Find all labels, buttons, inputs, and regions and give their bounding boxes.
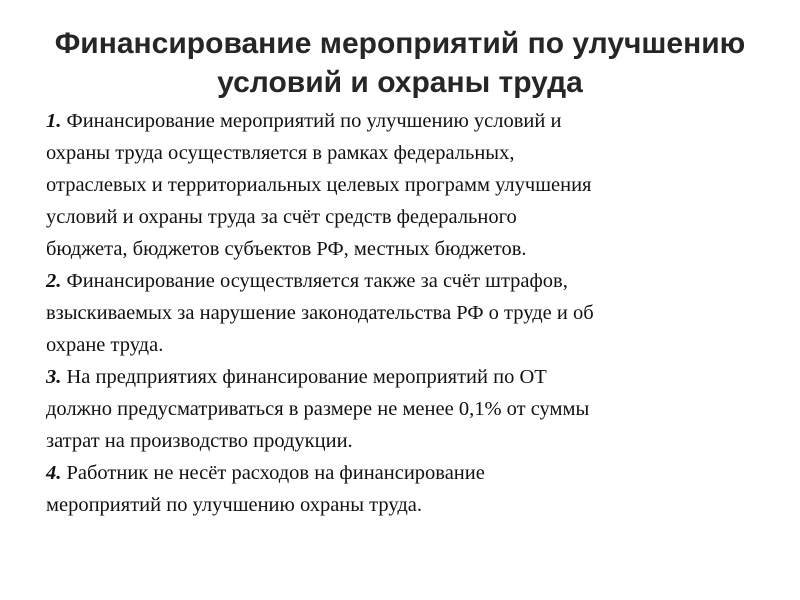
paragraph-number: 4. [46,462,62,484]
slide-body [46,105,786,521]
paragraph-line: отраслевых и территориальных целевых программ улучшения [46,174,592,196]
paragraph-line: Работник не несёт расходов на финансирование [66,462,485,484]
paragraph-4 [46,457,786,521]
paragraph-1 [46,105,786,265]
paragraph-number: 2. [46,270,62,292]
paragraph-2 [46,265,786,361]
slide-title-line-2: условий и охраны труда [217,66,583,99]
paragraph-line: условий и охраны труда за счёт средств федерального [46,206,517,228]
paragraph-line: На предприятиях финансирование мероприятий по ОТ [66,366,547,388]
paragraph-line: должно предусматриваться в размере не менее 0,1% от суммы [46,398,590,420]
paragraph-line: бюджета, бюджетов субъектов РФ, местных бюджетов. [46,238,527,260]
paragraph-line: Финансирование осуществляется также за счёт штрафов, [66,270,568,292]
paragraph-line: Финансирование мероприятий по улучшению условий и [66,110,562,132]
paragraph-number: 3. [46,366,62,388]
paragraph-3 [46,361,786,457]
paragraph-line: охране труда. [46,334,164,356]
paragraph-number: 1. [46,110,62,132]
paragraph-line: взыскиваемых за нарушение законодательства РФ о труде и об [46,302,594,324]
slide-title-line-1: Финансирование мероприятий по улучшению [54,27,746,60]
paragraph-line: мероприятий по улучшению охраны труда. [46,494,422,516]
paragraph-line: затрат на производство продукции. [46,430,353,452]
paragraph-line: охраны труда осуществляется в рамках федеральных, [46,142,515,164]
slide-title [20,24,780,102]
